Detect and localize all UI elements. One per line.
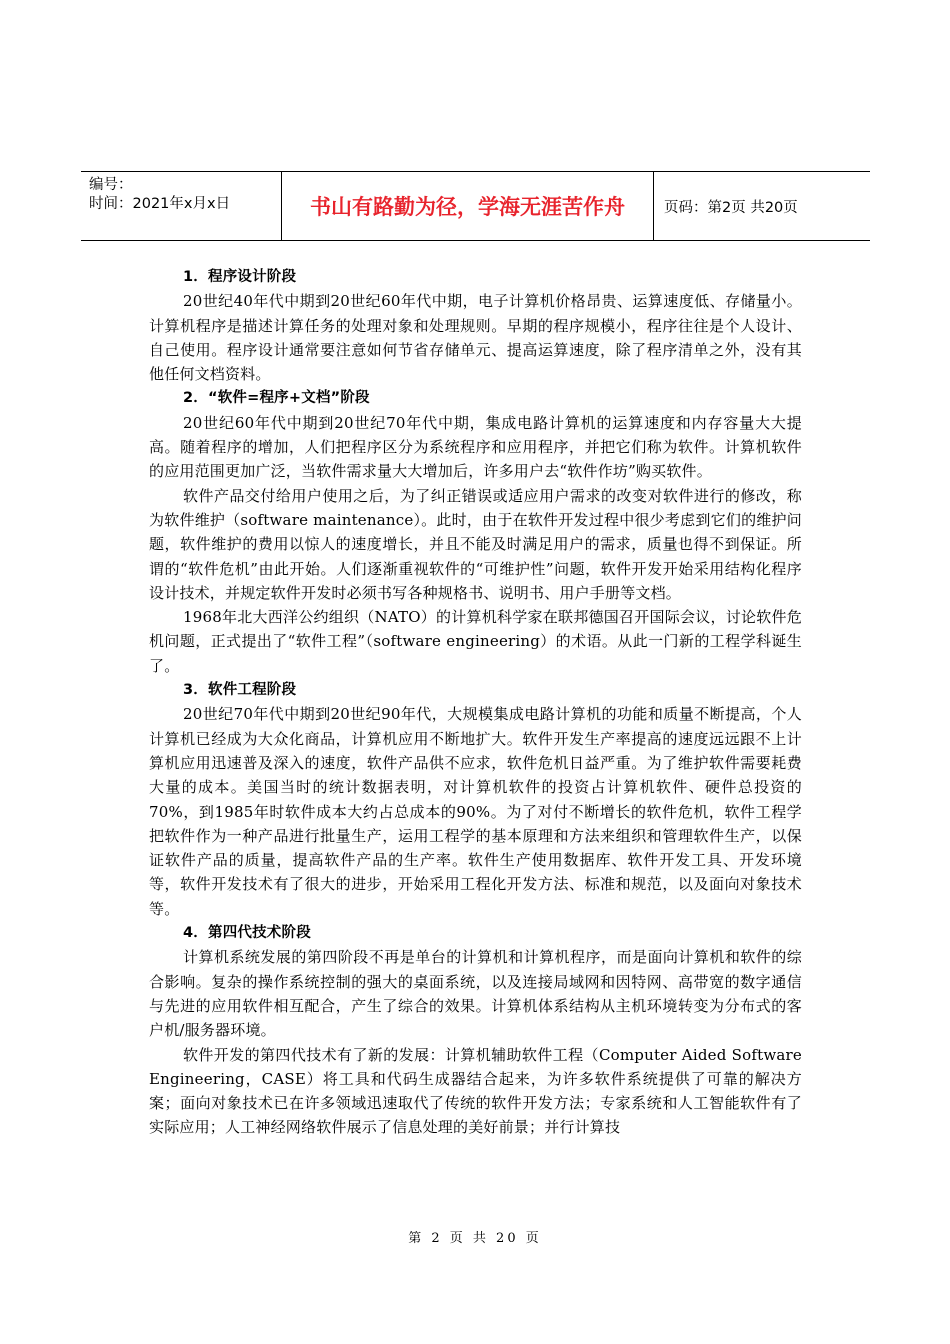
document-body xyxy=(149,265,802,1140)
document-header xyxy=(81,171,870,241)
header-meta xyxy=(81,172,281,240)
document-number-label: 编号： xyxy=(89,177,133,193)
paragraph: 软件产品交付给用户使用之后，为了纠正错误或适应用户需求的改变对软件进行的修改，称为软件维护（software maintenance）。此时，由于在软件开发过程中很少考虑到它们的维护问题，软件维护的费用以惊人的速度增长，并且不能及时满足用户的需求，质量也得不到保证。所谓的“软件危机”由此开始。人们逐渐重视软件的“可维护性”问题，软件开发开始采用结构化程序设计技术，并规定软件开发时必须书写各种规格书、说明书、用户手册等文档。 xyxy=(149,486,802,602)
header-page-number: 页码：第2页 共20页 xyxy=(664,199,798,216)
document-time: 时间：2021年x月x日 xyxy=(89,196,231,212)
paragraph: 1968年北大西洋公约组织（NATO）的计算机科学家在联邦德国召开国际会议，讨论软件危机问题，正式提出了“软件工程”（software engineering）的术语。从此一门新的工程学科诞生了。 xyxy=(149,608,802,675)
paragraph: 20世纪40年代中期到20世纪60年代中期，电子计算机价格昂贵、运算速度低、存储量小。计算机程序是描述计算任务的处理对象和处理规则。早期的程序规模小，程序往往是个人设计、自己使用。程序设计通常要注意如何节省存储单元、提高运算速度，除了程序清单之外，没有其他任何文档资料。 xyxy=(149,292,802,384)
section-heading: 1．程序设计阶段 xyxy=(183,269,297,285)
page-footer: 第 2 页 共 20 页 xyxy=(408,1231,542,1246)
section-heading: 3．软件工程阶段 xyxy=(183,682,297,699)
header-motto: 书山有路勤为径，学海无涯苦作舟 xyxy=(281,172,654,240)
paragraph: 软件开发的第四代技术有了新的发展：计算机辅助软件工程（Computer Aided Software Engineering，CASE）将工具和代码生成器结合起来，为许多软件系统提供了可靠的解决方案；面向对象技术已在许多领域迅速取代了传统的软件开发方法；专家系统和人工智能软件有了实际应用；人工神经网络软件展示了信息处理的美好前景；并行计算技 xyxy=(149,1045,802,1137)
section-heading: 4．第四代技术阶段 xyxy=(183,925,311,942)
paragraph: 计算机系统发展的第四阶段不再是单台的计算机和计算机程序，而是面向计算机和软件的综合影响。复杂的操作系统控制的强大的桌面系统，以及连接局域网和因特网、高带宽的数字通信与先进的应用软件相互配合，产生了综合的效果。计算机体系结构从主机环境转变为分布式的客户机/服务器环境。 xyxy=(149,948,802,1040)
paragraph: 20世纪70年代中期到20世纪90年代，大规模集成电路计算机的功能和质量不断提高，个人计算机已经成为大众化商品，计算机应用不断地扩大。软件开发生产率提高的速度远远跟不上计算机应用迅速普及深入的速度，软件产品供不应求，软件危机日益严重。为了维护软件需要耗费大量的成本。美国当时的统计数据表明，对计算机软件的投资占计算机软件、硬件总投资的70%，到1985年时软件成本大约占总成本的90%。为了对付不断增长的软件危机，软件工程学把软件作为一种产品进行批量生产，运用工程学的基本原理和方法来组织和管理软件生产，以保证软件产品的质量，提高软件产品的生产率。软件生产使用数据库、软件开发工具、开发环境等，软件开发技术有了很大的进步，开始采用工程化开发方法、标准和规范，以及面向对象技术等。 xyxy=(149,705,802,918)
section-heading: 2．“软件=程序+文档”阶段 xyxy=(183,390,370,407)
paragraph: 20世纪60年代中期到20世纪70年代中期，集成电路计算机的运算速度和内存容量大大提高。随着程序的增加，人们把程序区分为系统程序和应用程序，并把它们称为软件。计算机软件的应用范围更加广泛，当软件需求量大大增加后，许多用户去“软件作坊”购买软件。 xyxy=(149,413,802,481)
